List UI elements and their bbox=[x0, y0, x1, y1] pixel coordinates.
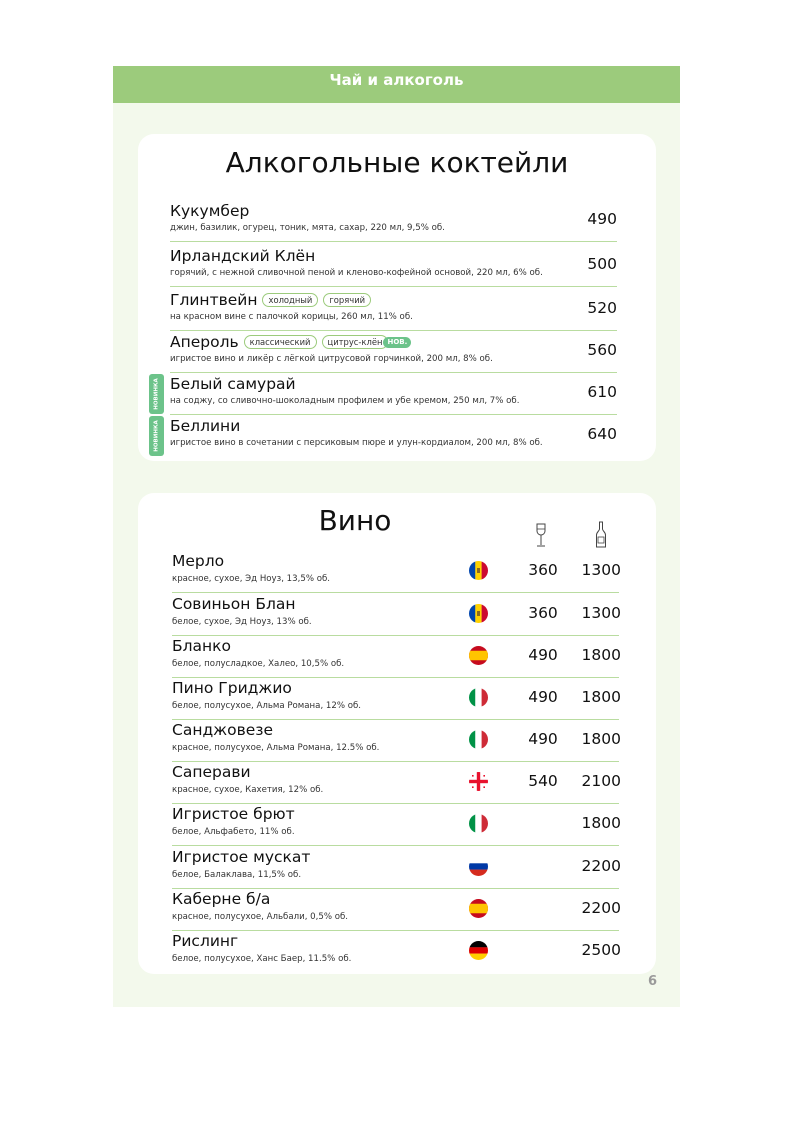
item-description: на соджу, со сливочно-шоколадным профилем и убе кремом, 250 мл, 7% об. bbox=[170, 396, 520, 406]
item-price: 500 bbox=[587, 255, 617, 273]
list-item bbox=[172, 594, 619, 636]
cocktails-title: Алкогольные коктейли bbox=[225, 146, 569, 179]
list-item bbox=[170, 331, 617, 373]
item-description: игристое вино и ликёр с лёгкой цитрусовой горчинкой, 200 мл, 8% об. bbox=[170, 354, 493, 364]
bottle-price: 2100 bbox=[581, 772, 621, 790]
menu-page bbox=[113, 66, 680, 1007]
list-item bbox=[172, 551, 619, 593]
glass-price: 540 bbox=[528, 772, 558, 790]
variant-tag: цитрус-клён bbox=[322, 335, 389, 349]
section-header: Чай и алкоголь bbox=[113, 66, 680, 103]
item-name: Белый самурай bbox=[170, 375, 296, 393]
bottle-price: 1300 bbox=[581, 561, 621, 579]
variant-tag: горячий bbox=[323, 293, 371, 307]
item-description: красное, сухое, Кахетия, 12% об. bbox=[172, 785, 324, 795]
bottle-price: 2200 bbox=[581, 899, 621, 917]
item-name: Глинтвейн холодный горячий bbox=[170, 291, 371, 309]
list-item bbox=[172, 889, 619, 931]
item-name: Игристое мускат bbox=[172, 848, 311, 866]
variant-tag: классический bbox=[244, 335, 317, 349]
item-description: белое, сухое, Эд Ноуз, 13% об. bbox=[172, 617, 312, 627]
item-name: Рислинг bbox=[172, 932, 239, 950]
list-item bbox=[172, 720, 619, 762]
cocktails-card bbox=[138, 134, 656, 461]
moldova-flag-icon bbox=[469, 604, 488, 623]
list-item bbox=[170, 245, 617, 287]
item-price: 520 bbox=[587, 299, 617, 317]
glass-price: 360 bbox=[528, 604, 558, 622]
item-name: Апероль классический цитрус-клён НОВ. bbox=[170, 333, 411, 351]
bottle-price: 1800 bbox=[581, 646, 621, 664]
wine-bottle-icon bbox=[595, 521, 607, 549]
item-price: 640 bbox=[587, 425, 617, 443]
new-badge: НОВИНКА bbox=[149, 374, 164, 414]
list-item bbox=[170, 373, 617, 415]
glass-price: 490 bbox=[528, 688, 558, 706]
list-item bbox=[170, 200, 617, 242]
item-name: Кукумбер bbox=[170, 202, 250, 220]
item-price: 560 bbox=[587, 341, 617, 359]
item-price: 490 bbox=[587, 210, 617, 228]
list-item bbox=[170, 415, 617, 457]
item-name: Бланко bbox=[172, 637, 232, 655]
item-description: белое, полусладкое, Халео, 10,5% об. bbox=[172, 659, 345, 669]
item-name: Мерло bbox=[172, 552, 225, 570]
list-item bbox=[172, 636, 619, 678]
item-description: игристое вино в сочетании с персиковым пюре и улун-кордиалом, 200 мл, 8% об. bbox=[170, 438, 543, 448]
item-description: белое, Альфабето, 11% об. bbox=[172, 827, 295, 837]
wine-card bbox=[138, 493, 656, 974]
bottle-price: 1300 bbox=[581, 604, 621, 622]
wine-glass-icon bbox=[535, 523, 547, 548]
bottle-price: 2200 bbox=[581, 857, 621, 875]
item-description: белое, полусухое, Альма Романа, 12% об. bbox=[172, 701, 362, 711]
item-name: Совиньон Блан bbox=[172, 595, 296, 613]
bottle-price: 2500 bbox=[581, 941, 621, 959]
new-badge: НОВИНКА bbox=[149, 416, 164, 456]
germany-flag-icon bbox=[469, 941, 488, 960]
russia-flag-icon bbox=[469, 857, 488, 876]
item-description: красное, полусухое, Альбали, 0,5% об. bbox=[172, 912, 349, 922]
item-description: горячий, с нежной сливочной пеной и кленово-кофейной основой, 220 мл, 6% об. bbox=[170, 268, 543, 278]
list-item bbox=[172, 847, 619, 889]
item-description: джин, базилик, огурец, тоник, мята, сахар, 220 мл, 9,5% об. bbox=[170, 223, 445, 233]
list-item bbox=[172, 678, 619, 720]
item-name: Игристое брют bbox=[172, 805, 295, 823]
item-price: 610 bbox=[587, 383, 617, 401]
item-name: Санджовезе bbox=[172, 721, 274, 739]
moldova-flag-icon bbox=[469, 561, 488, 580]
page-number: 6 bbox=[647, 974, 657, 989]
glass-price: 360 bbox=[528, 561, 558, 579]
item-description: красное, сухое, Эд Ноуз, 13,5% об. bbox=[172, 574, 331, 584]
list-item bbox=[172, 762, 619, 804]
bottle-price: 1800 bbox=[581, 730, 621, 748]
italy-flag-icon bbox=[469, 814, 488, 833]
list-item bbox=[172, 804, 619, 846]
georgia-flag-icon bbox=[469, 772, 488, 791]
bottle-price: 1800 bbox=[581, 814, 621, 832]
variant-tag: холодный bbox=[262, 293, 318, 307]
glass-price: 490 bbox=[528, 730, 558, 748]
item-name: Пино Гриджио bbox=[172, 679, 292, 697]
item-name: Ирландский Клён bbox=[170, 247, 316, 265]
wine-title: Вино bbox=[318, 504, 392, 537]
item-name: Каберне б/а bbox=[172, 890, 271, 908]
item-description: на красном вине с палочкой корицы, 260 мл, 11% об. bbox=[170, 312, 413, 322]
italy-flag-icon bbox=[469, 688, 488, 707]
bottle-price: 1800 bbox=[581, 688, 621, 706]
item-name: Беллини bbox=[170, 417, 241, 435]
spain-flag-icon bbox=[469, 899, 488, 918]
item-name: Саперави bbox=[172, 763, 251, 781]
item-description: белое, Балаклава, 11,5% об. bbox=[172, 870, 302, 880]
item-description: белое, полусухое, Ханс Баер, 11.5% об. bbox=[172, 954, 352, 964]
item-description: красное, полусухое, Альма Романа, 12.5% об. bbox=[172, 743, 380, 753]
list-item bbox=[170, 289, 617, 331]
list-item bbox=[172, 931, 619, 973]
glass-price: 490 bbox=[528, 646, 558, 664]
italy-flag-icon bbox=[469, 730, 488, 749]
spain-flag-icon bbox=[469, 646, 488, 665]
new-tag: НОВ. bbox=[383, 337, 411, 348]
